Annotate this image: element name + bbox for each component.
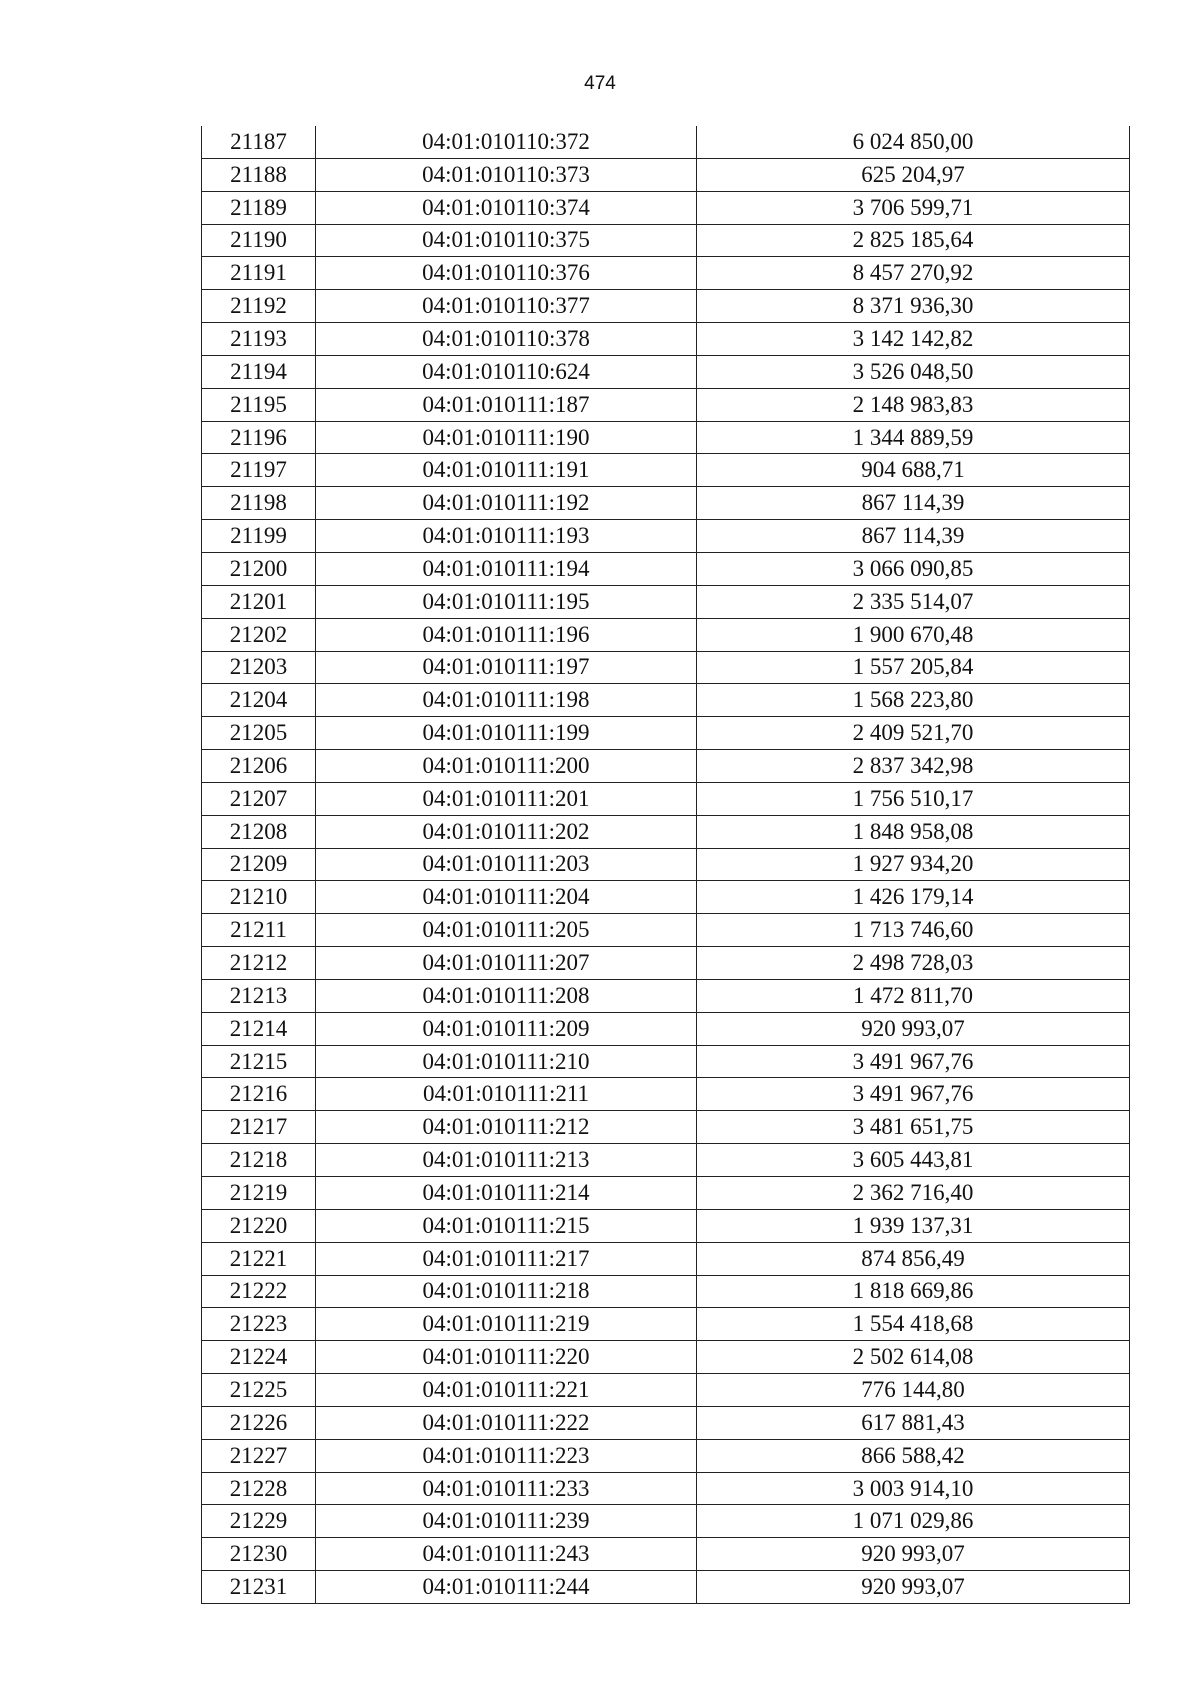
table-body (202, 126, 1130, 1603)
row-number-cell: 21224 (202, 1341, 316, 1374)
cadastral-number-cell: 04:01:010110:624 (316, 355, 697, 388)
data-table (201, 126, 1130, 1604)
cadastral-number-cell: 04:01:010111:210 (316, 1045, 697, 1078)
value-cell: 874 856,49 (697, 1242, 1130, 1275)
table-row (202, 815, 1130, 848)
cadastral-number-cell: 04:01:010111:214 (316, 1177, 697, 1210)
value-cell: 866 588,42 (697, 1439, 1130, 1472)
row-number-cell: 21207 (202, 782, 316, 815)
cadastral-number-cell: 04:01:010111:218 (316, 1275, 697, 1308)
value-cell: 3 526 048,50 (697, 355, 1130, 388)
value-cell: 617 881,43 (697, 1406, 1130, 1439)
cadastral-number-cell: 04:01:010110:376 (316, 257, 697, 290)
table-row (202, 750, 1130, 783)
table-row (202, 1571, 1130, 1604)
value-cell: 1 344 889,59 (697, 421, 1130, 454)
table-row (202, 520, 1130, 553)
cadastral-number-cell: 04:01:010111:208 (316, 979, 697, 1012)
row-number-cell: 21215 (202, 1045, 316, 1078)
cadastral-number-cell: 04:01:010110:374 (316, 191, 697, 224)
value-cell: 2 409 521,70 (697, 717, 1130, 750)
table-row (202, 618, 1130, 651)
table-row (202, 1177, 1130, 1210)
row-number-cell: 21194 (202, 355, 316, 388)
value-cell: 2 498 728,03 (697, 947, 1130, 980)
value-cell: 1 426 179,14 (697, 881, 1130, 914)
table-row (202, 1209, 1130, 1242)
table-row (202, 717, 1130, 750)
value-cell: 625 204,97 (697, 158, 1130, 191)
cadastral-number-cell: 04:01:010111:212 (316, 1111, 697, 1144)
value-cell: 920 993,07 (697, 1571, 1130, 1604)
row-number-cell: 21206 (202, 750, 316, 783)
value-cell: 1 939 137,31 (697, 1209, 1130, 1242)
page-number: 474 (584, 73, 616, 94)
table-row (202, 914, 1130, 947)
cadastral-number-cell: 04:01:010110:377 (316, 290, 697, 323)
table-row (202, 585, 1130, 618)
value-cell: 1 848 958,08 (697, 815, 1130, 848)
row-number-cell: 21208 (202, 815, 316, 848)
value-cell: 3 706 599,71 (697, 191, 1130, 224)
value-cell: 8 371 936,30 (697, 290, 1130, 323)
cadastral-number-cell: 04:01:010110:378 (316, 323, 697, 356)
row-number-cell: 21211 (202, 914, 316, 947)
value-cell: 867 114,39 (697, 487, 1130, 520)
row-number-cell: 21223 (202, 1308, 316, 1341)
cadastral-value-table (201, 126, 1129, 1604)
row-number-cell: 21214 (202, 1012, 316, 1045)
table-row (202, 224, 1130, 257)
cadastral-number-cell: 04:01:010111:195 (316, 585, 697, 618)
table-row (202, 1439, 1130, 1472)
table-row (202, 782, 1130, 815)
row-number-cell: 21229 (202, 1505, 316, 1538)
value-cell: 2 335 514,07 (697, 585, 1130, 618)
table-row (202, 848, 1130, 881)
value-cell: 1 472 811,70 (697, 979, 1130, 1012)
cadastral-number-cell: 04:01:010111:202 (316, 815, 697, 848)
value-cell: 1 071 029,86 (697, 1505, 1130, 1538)
table-row (202, 881, 1130, 914)
table-row (202, 257, 1130, 290)
table-row (202, 290, 1130, 323)
cadastral-number-cell: 04:01:010110:375 (316, 224, 697, 257)
cadastral-number-cell: 04:01:010111:213 (316, 1144, 697, 1177)
value-cell: 2 825 185,64 (697, 224, 1130, 257)
value-cell: 867 114,39 (697, 520, 1130, 553)
value-cell: 3 491 967,76 (697, 1045, 1130, 1078)
table-row (202, 651, 1130, 684)
table-row (202, 1078, 1130, 1111)
cadastral-number-cell: 04:01:010111:244 (316, 1571, 697, 1604)
value-cell: 3 142 142,82 (697, 323, 1130, 356)
row-number-cell: 21225 (202, 1374, 316, 1407)
row-number-cell: 21204 (202, 684, 316, 717)
value-cell: 8 457 270,92 (697, 257, 1130, 290)
row-number-cell: 21189 (202, 191, 316, 224)
value-cell: 1 818 669,86 (697, 1275, 1130, 1308)
cadastral-number-cell: 04:01:010111:222 (316, 1406, 697, 1439)
cadastral-number-cell: 04:01:010111:203 (316, 848, 697, 881)
value-cell: 3 066 090,85 (697, 552, 1130, 585)
row-number-cell: 21193 (202, 323, 316, 356)
value-cell: 1 927 934,20 (697, 848, 1130, 881)
cadastral-number-cell: 04:01:010111:221 (316, 1374, 697, 1407)
row-number-cell: 21195 (202, 388, 316, 421)
value-cell: 776 144,80 (697, 1374, 1130, 1407)
table-row (202, 1472, 1130, 1505)
cadastral-number-cell: 04:01:010111:215 (316, 1209, 697, 1242)
cadastral-number-cell: 04:01:010111:204 (316, 881, 697, 914)
cadastral-number-cell: 04:01:010111:198 (316, 684, 697, 717)
cadastral-number-cell: 04:01:010111:190 (316, 421, 697, 454)
value-cell: 2 837 342,98 (697, 750, 1130, 783)
row-number-cell: 21218 (202, 1144, 316, 1177)
cadastral-number-cell: 04:01:010111:239 (316, 1505, 697, 1538)
cadastral-number-cell: 04:01:010111:220 (316, 1341, 697, 1374)
cadastral-number-cell: 04:01:010111:200 (316, 750, 697, 783)
row-number-cell: 21217 (202, 1111, 316, 1144)
value-cell: 6 024 850,00 (697, 126, 1130, 158)
row-number-cell: 21212 (202, 947, 316, 980)
table-row (202, 1111, 1130, 1144)
row-number-cell: 21199 (202, 520, 316, 553)
cadastral-number-cell: 04:01:010111:223 (316, 1439, 697, 1472)
row-number-cell: 21197 (202, 454, 316, 487)
cadastral-number-cell: 04:01:010111:191 (316, 454, 697, 487)
table-row (202, 1275, 1130, 1308)
row-number-cell: 21227 (202, 1439, 316, 1472)
table-row (202, 487, 1130, 520)
row-number-cell: 21226 (202, 1406, 316, 1439)
table-row (202, 947, 1130, 980)
cadastral-number-cell: 04:01:010111:205 (316, 914, 697, 947)
row-number-cell: 21210 (202, 881, 316, 914)
cadastral-number-cell: 04:01:010111:197 (316, 651, 697, 684)
table-row (202, 1406, 1130, 1439)
table-row (202, 388, 1130, 421)
value-cell: 1 568 223,80 (697, 684, 1130, 717)
row-number-cell: 21231 (202, 1571, 316, 1604)
table-row (202, 1045, 1130, 1078)
row-number-cell: 21192 (202, 290, 316, 323)
row-number-cell: 21230 (202, 1538, 316, 1571)
row-number-cell: 21216 (202, 1078, 316, 1111)
table-row (202, 1308, 1130, 1341)
value-cell: 1 756 510,17 (697, 782, 1130, 815)
table-row (202, 1242, 1130, 1275)
row-number-cell: 21213 (202, 979, 316, 1012)
value-cell: 3 481 651,75 (697, 1111, 1130, 1144)
table-row (202, 191, 1130, 224)
cadastral-number-cell: 04:01:010111:199 (316, 717, 697, 750)
row-number-cell: 21190 (202, 224, 316, 257)
row-number-cell: 21219 (202, 1177, 316, 1210)
table-row (202, 552, 1130, 585)
row-number-cell: 21200 (202, 552, 316, 585)
cadastral-number-cell: 04:01:010111:201 (316, 782, 697, 815)
row-number-cell: 21221 (202, 1242, 316, 1275)
cadastral-number-cell: 04:01:010111:207 (316, 947, 697, 980)
row-number-cell: 21191 (202, 257, 316, 290)
cadastral-number-cell: 04:01:010111:243 (316, 1538, 697, 1571)
value-cell: 1 554 418,68 (697, 1308, 1130, 1341)
table-row (202, 1341, 1130, 1374)
row-number-cell: 21201 (202, 585, 316, 618)
value-cell: 920 993,07 (697, 1538, 1130, 1571)
row-number-cell: 21202 (202, 618, 316, 651)
row-number-cell: 21209 (202, 848, 316, 881)
table-row (202, 979, 1130, 1012)
table-row (202, 1012, 1130, 1045)
row-number-cell: 21188 (202, 158, 316, 191)
row-number-cell: 21187 (202, 126, 316, 158)
value-cell: 920 993,07 (697, 1012, 1130, 1045)
row-number-cell: 21196 (202, 421, 316, 454)
value-cell: 3 605 443,81 (697, 1144, 1130, 1177)
cadastral-number-cell: 04:01:010111:192 (316, 487, 697, 520)
value-cell: 3 491 967,76 (697, 1078, 1130, 1111)
table-row (202, 126, 1130, 158)
value-cell: 1 557 205,84 (697, 651, 1130, 684)
value-cell: 2 362 716,40 (697, 1177, 1130, 1210)
value-cell: 2 502 614,08 (697, 1341, 1130, 1374)
value-cell: 1 713 746,60 (697, 914, 1130, 947)
value-cell: 2 148 983,83 (697, 388, 1130, 421)
cadastral-number-cell: 04:01:010111:217 (316, 1242, 697, 1275)
cadastral-number-cell: 04:01:010110:372 (316, 126, 697, 158)
cadastral-number-cell: 04:01:010111:209 (316, 1012, 697, 1045)
table-row (202, 323, 1130, 356)
row-number-cell: 21205 (202, 717, 316, 750)
cadastral-number-cell: 04:01:010111:219 (316, 1308, 697, 1341)
row-number-cell: 21222 (202, 1275, 316, 1308)
row-number-cell: 21203 (202, 651, 316, 684)
cadastral-number-cell: 04:01:010111:193 (316, 520, 697, 553)
cadastral-number-cell: 04:01:010110:373 (316, 158, 697, 191)
table-row (202, 454, 1130, 487)
value-cell: 1 900 670,48 (697, 618, 1130, 651)
table-row (202, 355, 1130, 388)
cadastral-number-cell: 04:01:010111:233 (316, 1472, 697, 1505)
table-row (202, 1538, 1130, 1571)
row-number-cell: 21198 (202, 487, 316, 520)
row-number-cell: 21228 (202, 1472, 316, 1505)
table-row (202, 1374, 1130, 1407)
table-row (202, 684, 1130, 717)
row-number-cell: 21220 (202, 1209, 316, 1242)
cadastral-number-cell: 04:01:010111:211 (316, 1078, 697, 1111)
table-row (202, 158, 1130, 191)
cadastral-number-cell: 04:01:010111:187 (316, 388, 697, 421)
cadastral-number-cell: 04:01:010111:196 (316, 618, 697, 651)
value-cell: 3 003 914,10 (697, 1472, 1130, 1505)
table-row (202, 1144, 1130, 1177)
table-row (202, 1505, 1130, 1538)
cadastral-number-cell: 04:01:010111:194 (316, 552, 697, 585)
value-cell: 904 688,71 (697, 454, 1130, 487)
table-row (202, 421, 1130, 454)
